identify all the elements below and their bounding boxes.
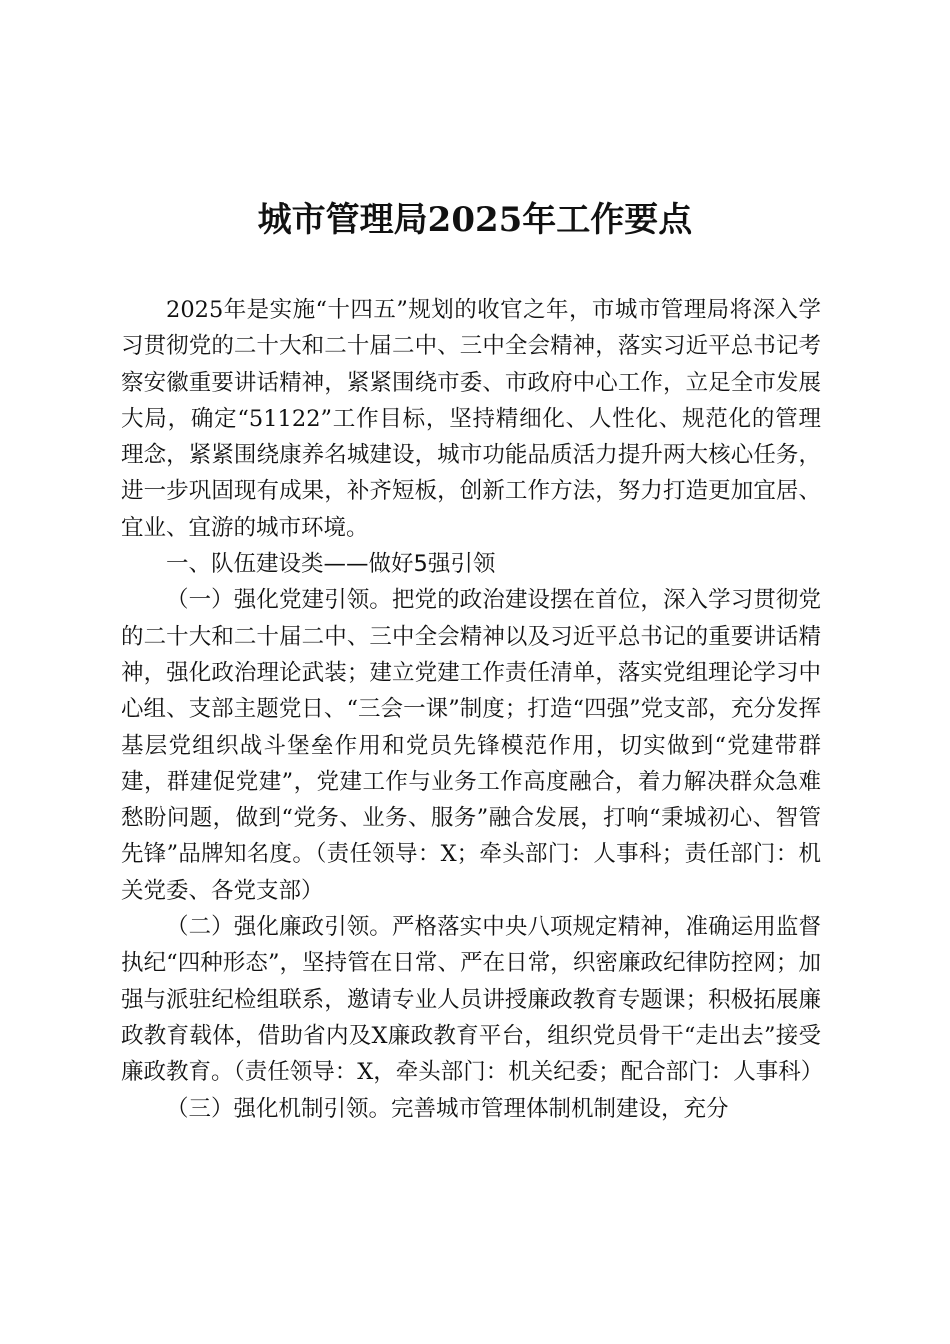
- item-paragraph-1: （一）强化党建引领。把党的政治建设摆在首位，深入学习贯彻党的二十大和二十届二中、三中全会精神以及习近平总书记的重要讲话精神，强化政治理论武装；建立党建工作责任清单，落实党组理论学习中心组、支部主题党日、“三会一课”制度；打造“四强”党支部，充分发挥基层党组织战斗堡垒作用和党员先锋模范作用，切实做到“党建带群建，群建促党建”，党建工作与业务工作高度融合，着力解决群众急难愁盼问题，做到“党务、业务、服务”融合发展，打响“秉城初心、智管先锋”品牌知名度。（责任领导：X；牵头部门：人事科；责任部门：机关党委、各党支部）: [121, 587, 821, 904]
- document-body: [121, 260, 824, 1127]
- item-paragraph-2: （二）强化廉政引领。严格落实中央八项规定精神，准确运用监督执纪“四种形态”，坚持管在日常、严在日常，织密廉政纪律防控网；加强与派驻纪检组联系，邀请专业人员讲授廉政教育专题课；积极拓展廉政教育载体，借助省内及X廉政教育平台，组织党员骨干“走出去”接受廉政教育。（责任领导：X，牵头部门：机关纪委；配合部门：人事科）: [121, 914, 824, 1086]
- section-heading: 一、队伍建设类——做好5强引领: [166, 551, 496, 578]
- intro-paragraph: 2025年是实施“十四五”规划的收官之年，市城市管理局将深入学习贯彻党的二十大和二十届二中、三中全会精神，落实习近平总书记考察安徽重要讲话精神，紧紧围绕市委、市政府中心工作，立足全市发展大局，确定“51122”工作目标，坚持精细化、人性化、规范化的管理理念，紧紧围绕康养名城建设，城市功能品质活力提升两大核心任务，进一步巩固现有成果，补齐短板，创新工作方法，努力打造更加宜居、宜业、宜游的城市环境。: [121, 297, 821, 541]
- item-paragraph-3: （三）强化机制引领。完善城市管理体制机制建设，充分: [166, 1095, 729, 1122]
- document-title: 城市管理局2025年工作要点: [257, 200, 693, 240]
